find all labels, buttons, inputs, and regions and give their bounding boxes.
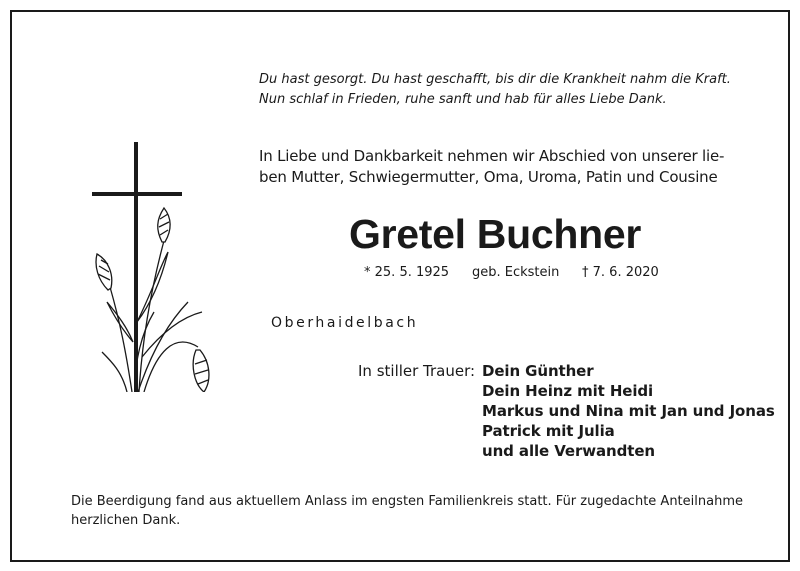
mourner-item: Markus und Nina mit Jan und Jonas [482,402,775,420]
place-name: Oberhaidelbach [271,315,419,331]
quote-line: Nun schlaf in Frieden, ruhe sanft und hab für alles Liebe Dank. [259,92,667,107]
cross-and-wheat-illustration [82,142,232,392]
obituary-notice [10,10,790,562]
intro-line: ben Mutter, Schwiegermutter, Oma, Uroma, Patin und Cousine [259,168,718,186]
mourners-list [482,361,775,461]
intro-line: In Liebe und Dankbarkeit nehmen wir Abschied von unserer lie- [259,147,725,165]
quote [259,70,779,110]
mourner-item: Dein Günther [482,362,594,380]
mourner-item: Dein Heinz mit Heidi [482,382,654,400]
footer-note [71,492,791,530]
intro-text [259,146,759,188]
footer-line: herzlichen Dank. [71,513,181,528]
mourner-item: Patrick mit Julia [482,422,615,440]
maiden-name: geb. Eckstein [472,265,560,280]
deceased-name: Gretel Buchner [349,211,641,257]
mourning-label: In stiller Trauer: [358,362,476,380]
quote-line: Du hast gesorgt. Du hast geschafft, bis dir die Krankheit nahm die Kraft. [259,72,731,87]
mourner-item: und alle Verwandten [482,442,655,460]
wheat-icon [96,208,209,392]
death-date: † 7. 6. 2020 [582,265,659,280]
footer-line: Die Beerdigung fand aus aktuellem Anlass im engsten Familienkreis statt. Für zugedachte Anteilnahme [71,494,743,509]
birth-date: * 25. 5. 1925 [364,265,450,280]
